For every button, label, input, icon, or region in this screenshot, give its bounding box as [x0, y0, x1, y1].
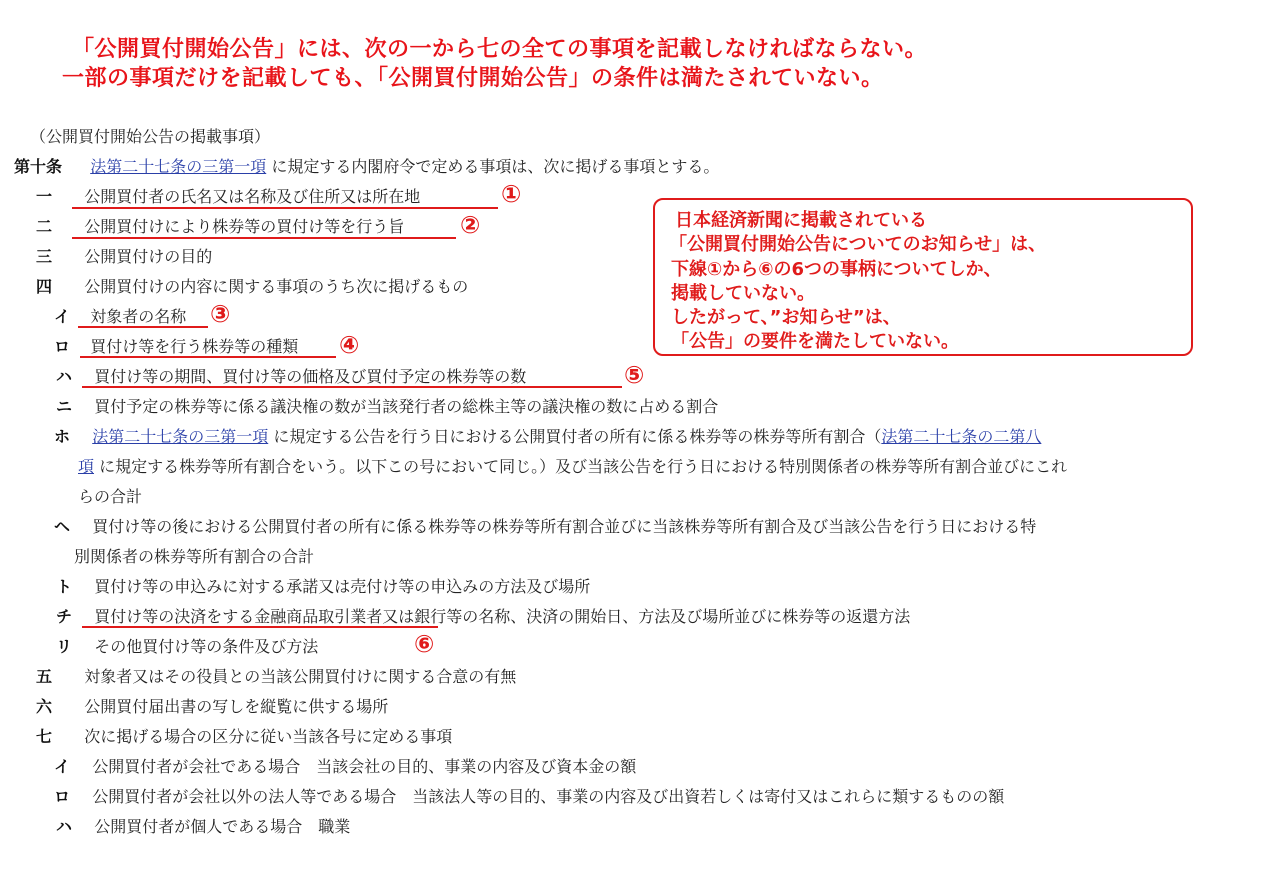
subitem-ro — [54, 334, 298, 357]
subitem-text: 買付け等の申込みに対する承諾又は売付け等の申込みの方法及び場所 — [94, 577, 591, 596]
item-text: 公開買付けの内容に関する事項のうち次に掲げるもの — [84, 277, 469, 296]
article-line — [14, 154, 719, 177]
subitem-ri — [56, 634, 318, 657]
subitem-text: 買付け等を行う株券等の種類 — [90, 337, 299, 356]
subitem-number: ロ — [54, 787, 71, 806]
item-1 — [36, 184, 420, 207]
headline-line-2: 一部の事項だけを記載しても、「公開買付開始公告」の条件は満たされていない。 — [62, 66, 884, 91]
item-4 — [36, 274, 468, 297]
subitem2-ha — [56, 814, 350, 837]
callout-line: 日本経済新聞に掲載されている — [675, 210, 927, 231]
callout-box — [653, 198, 1193, 356]
item-5 — [36, 664, 516, 687]
subitem-ho-cont-2 — [78, 484, 142, 507]
subitem-text: 公開買付者が会社である場合 当該会社の目的、事業の内容及び資本金の額 — [92, 757, 637, 776]
subitem-text: 又は銀行等の名称、決済の開始日、方法及び場所並びに株券等の返還方法 — [382, 607, 911, 626]
article-label: 第十条 — [14, 157, 63, 176]
headline-line-1: 「公開買付開始公告」には、次の一から七の全ての事項を記載しなければならない。 — [72, 37, 928, 62]
subitem-ho — [54, 424, 1041, 447]
circle-number-5: ⑤ — [624, 361, 645, 389]
item-2 — [36, 214, 404, 237]
subitem-number: リ — [56, 637, 73, 656]
item-text: 公開買付けにより株券等の買付け等を行う旨 — [84, 217, 405, 236]
subitem-text-underlined: 買付け等の決済をする金融商品取引業者 — [94, 607, 383, 626]
subitem2-i — [54, 754, 636, 777]
item-number: 四 — [36, 277, 53, 296]
subitem-text: 公開買付者が会社以外の法人等である場合 当該法人等の目的、事業の内容及び出資若しくは寄付又はこれらに類するものの額 — [92, 787, 1005, 806]
law-link-2-cont[interactable]: 項 — [78, 457, 95, 476]
item-text: 公開買付けの目的 — [84, 247, 213, 266]
subitem-text: らの合計 — [78, 487, 143, 506]
subitem-text: に規定する株券等所有割合をいう。以下この号において同じ。）及び当該公告を行う日における特別関係者の株券等所有割合並びにこれ — [99, 457, 1068, 476]
subitem-text: に規定する公告を行う日における公開買付者の所有に係る株券等の株券等所有割合（ — [273, 427, 882, 446]
subitem-number: ヘ — [54, 517, 71, 536]
subitem-text: 買付け等の後における公開買付者の所有に係る株券等の株券等所有割合並びに当該株券等所有割合及び当該公告を行う日における特 — [92, 517, 1037, 536]
underline-5 — [82, 386, 622, 388]
subitem-to — [56, 574, 590, 597]
circle-number-6: ⑥ — [414, 630, 435, 658]
underline-3 — [78, 326, 208, 328]
subitem-number: チ — [56, 607, 73, 626]
subitem-text: 買付け等の期間、買付け等の価格及び買付予定の株券等の数 — [94, 367, 527, 386]
item-number: 二 — [36, 217, 53, 236]
subitem-ha — [56, 364, 526, 387]
subitem-i — [54, 304, 186, 327]
subitem-he-cont — [74, 544, 314, 567]
subitem-ni — [56, 394, 718, 417]
subitem-number: ロ — [54, 337, 71, 356]
item-number: 一 — [36, 187, 53, 206]
article-law-link[interactable]: 法第二十七条の三第一項 — [90, 157, 267, 176]
subitem-he — [54, 514, 1036, 537]
item-text: 次に掲げる場合の区分に従い当該各号に定める事項 — [84, 727, 453, 746]
item-text: 公開買付届出書の写しを縦覧に供する場所 — [84, 697, 389, 716]
circle-number-3: ③ — [210, 300, 231, 328]
subitem-number: イ — [54, 307, 71, 326]
item-text: 対象者又はその役員との当該公開買付けに関する合意の有無 — [84, 667, 517, 686]
underline-2 — [72, 237, 456, 239]
subitem-chi — [56, 604, 910, 627]
underline-1 — [72, 207, 498, 209]
callout-line: 「公開買付開始公告についてのお知らせ」は、 — [669, 234, 1047, 255]
circle-number-4: ④ — [339, 331, 360, 359]
item-text: 公開買付者の氏名又は名称及び住所又は所在地 — [84, 187, 421, 206]
item-number: 六 — [36, 697, 53, 716]
circle-number-1: ① — [501, 180, 522, 208]
underline-6 — [82, 626, 438, 628]
item-7 — [36, 724, 452, 747]
item-number: 三 — [36, 247, 53, 266]
circle-number-2: ② — [460, 211, 481, 239]
item-number: 五 — [36, 667, 53, 686]
callout-line: 「公告」の要件を満たしていない。 — [671, 331, 959, 352]
subitem-ho-cont — [78, 454, 1067, 477]
item-number: 七 — [36, 727, 53, 746]
callout-line: 掲載していない。 — [671, 283, 815, 304]
subitem-text: その他買付け等の条件及び方法 — [94, 637, 319, 656]
section-caption: （公開買付開始公告の掲載事項） — [30, 127, 271, 146]
article-text: に規定する内閣府令で定める事項は、次に掲げる事項とする。 — [271, 157, 720, 176]
subitem-number: ニ — [56, 397, 73, 416]
subitem-number: ホ — [54, 427, 71, 446]
law-link[interactable]: 法第二十七条の三第一項 — [92, 427, 269, 446]
subitem-text: 公開買付者が個人である場合 職業 — [94, 817, 351, 836]
subitem-text: 対象者の名称 — [90, 307, 187, 326]
callout-line: したがって、”お知らせ”は、 — [671, 307, 901, 328]
law-link-2[interactable]: 法第二十七条の二第八 — [881, 427, 1042, 446]
subitem-text: 別関係者の株券等所有割合の合計 — [74, 547, 315, 566]
subitem2-ro — [54, 784, 1004, 807]
subitem-number: ハ — [56, 367, 73, 386]
underline-4 — [80, 356, 336, 358]
item-3 — [36, 244, 212, 267]
callout-line: 下線①から⑥の6つの事柄についてしか、 — [671, 259, 1002, 280]
subitem-number: ト — [56, 577, 73, 596]
subitem-text: 買付予定の株券等に係る議決権の数が当該発行者の総株主等の議決権の数に占める割合 — [94, 397, 719, 416]
subitem-number: イ — [54, 757, 71, 776]
item-6 — [36, 694, 388, 717]
subitem-number: ハ — [56, 817, 73, 836]
